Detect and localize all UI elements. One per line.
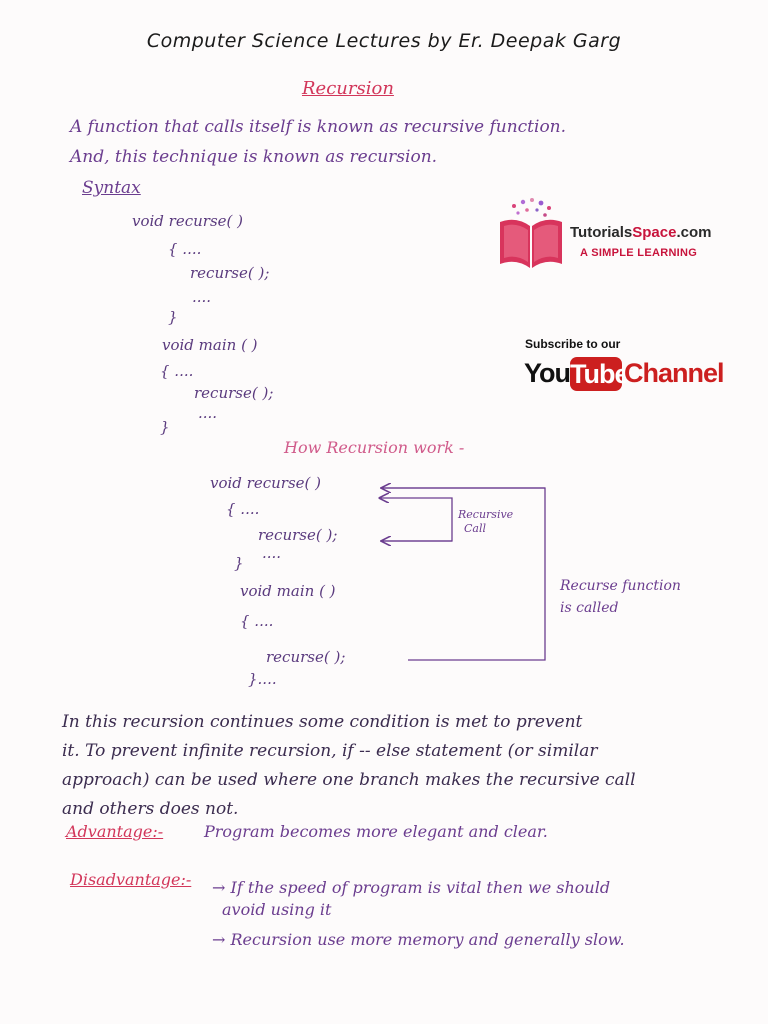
syntax-line: }	[168, 308, 178, 326]
page-header: Computer Science Lectures by Er. Deepak Garg	[146, 30, 622, 52]
disadvantage-point: → Recursion use more memory and generally slow.	[212, 930, 625, 949]
recurse-called-note: is called	[560, 600, 619, 616]
syntax-line: { ....	[160, 362, 194, 380]
how-line: void recurse( )	[210, 474, 321, 492]
syntax-line: { ....	[168, 240, 202, 258]
how-line: }....	[248, 670, 277, 688]
syntax-line: ....	[198, 404, 218, 422]
syntax-line: }	[160, 418, 170, 436]
paragraph-line: and others does not.	[62, 799, 239, 819]
paragraph-line: it. To prevent infinite recursion, if -- else statement (or similar	[62, 741, 598, 761]
explanation-paragraph	[62, 708, 636, 824]
syntax-line: void recurse( )	[132, 212, 243, 230]
syntax-line: ....	[192, 288, 212, 306]
how-line: }	[234, 554, 244, 572]
youtube-tube-badge: Tube	[570, 359, 629, 389]
paragraph-line: approach) can be used where one branch makes the recursive call	[62, 770, 636, 790]
syntax-line: recurse( );	[190, 264, 270, 282]
youtube-you-text: You	[524, 358, 570, 388]
syntax-line: void main ( )	[162, 336, 258, 354]
recurse-called-note: Recurse function	[560, 578, 681, 594]
page-title: Recursion	[302, 78, 394, 99]
logo-name: TutorialsSpace.com	[570, 224, 712, 241]
youtube-channel-text: Channel	[624, 358, 724, 388]
intro-line-2: And, this technique is known as recursion.	[70, 147, 438, 167]
how-line: recurse( );	[258, 526, 338, 544]
syntax-line: recurse( );	[194, 384, 274, 402]
how-recursion-heading: How Recursion work -	[284, 438, 465, 457]
intro-line-1: A function that calls itself is known as recursive function.	[70, 117, 567, 137]
recursive-call-note: Recursive	[458, 508, 514, 521]
syntax-heading: Syntax	[82, 178, 141, 198]
youtube-subscribe-text: Subscribe to our	[525, 337, 621, 351]
how-line: void main ( )	[240, 582, 336, 600]
how-line: { ....	[226, 500, 260, 518]
disadvantage-point: avoid using it	[222, 900, 332, 919]
disadvantage-label: Disadvantage:-	[70, 870, 192, 889]
how-line: { ....	[240, 612, 274, 630]
disadvantage-point: → If the speed of program is vital then we should	[212, 878, 611, 897]
recursive-call-note: Call	[464, 522, 487, 535]
advantage-label: Advantage:-	[66, 822, 164, 841]
how-line: recurse( );	[266, 648, 346, 666]
logo-tagline: A SIMPLE LEARNING	[580, 247, 698, 259]
paragraph-line: In this recursion continues some condition is met to prevent	[62, 712, 583, 732]
advantage-text: Program becomes more elegant and clear.	[204, 822, 548, 841]
how-line: ....	[262, 544, 282, 562]
